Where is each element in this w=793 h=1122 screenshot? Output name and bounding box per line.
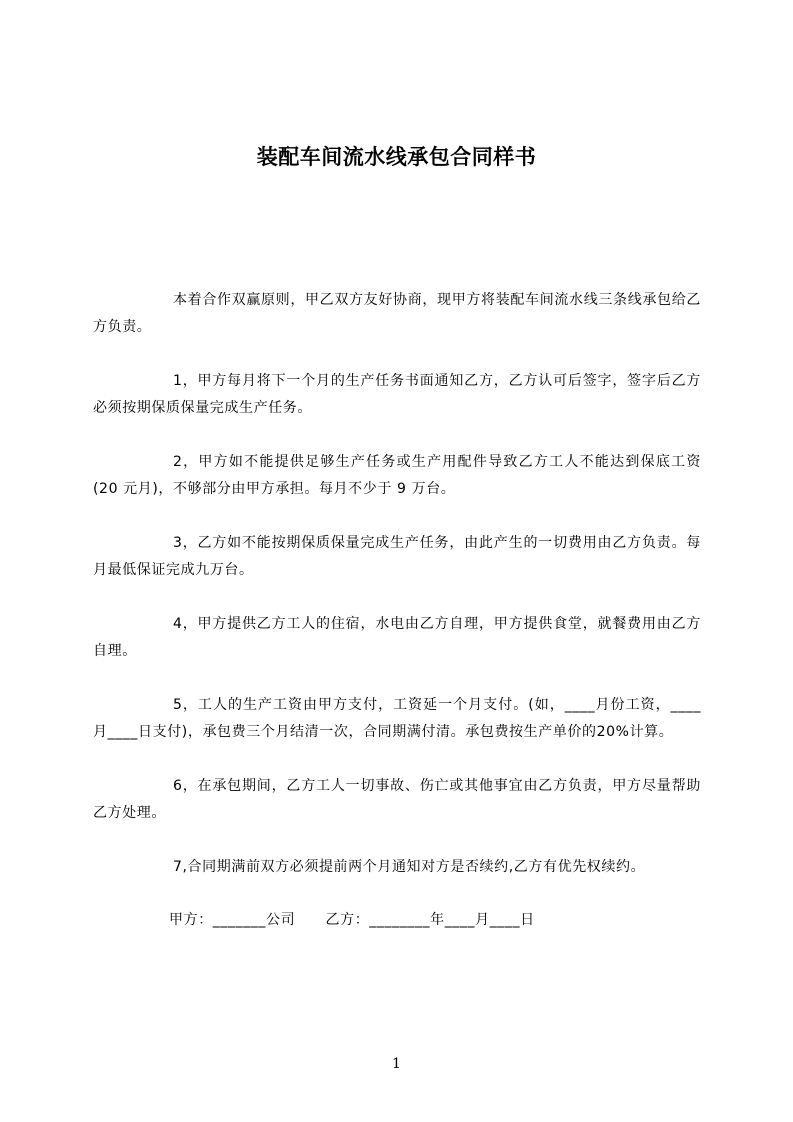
paragraph-clause-4: 4，甲方提供乙方工人的住宿，水电由乙方自理，甲方提供食堂，就餐费用由乙方自理。: [93, 616, 701, 659]
paragraph-clause-7: 7,合同期满前双方必须提前两个月通知对方是否续约,乙方有优先权续约。: [173, 859, 646, 875]
paragraph-clause-1: 1，甲方每月将下一个月的生产任务书面通知乙方，乙方认可后签字，签字后乙方必须按期保质保量完成生产任务。: [93, 373, 701, 416]
contract-body: [93, 287, 701, 934]
signature-line: 甲方：_______公司 乙方：________年____月____日: [169, 912, 535, 928]
paragraph-clause-6: 6，在承包期间，乙方工人一切事故、伤亡或其他事宜由乙方负责，甲方尽量帮助乙方处理。: [93, 778, 701, 821]
paragraph-intro: 本着合作双赢原则，甲乙双方友好协商，现甲方将装配车间流水线三条线承包给乙方负责。: [93, 292, 701, 335]
paragraph-clause-2: 2，甲方如不能提供足够生产任务或生产用配件导致乙方工人不能达到保底工资(20 元月)，不够部分由甲方承担。每月不少于 9 万台。: [93, 454, 701, 497]
paragraph-clause-3: 3，乙方如不能按期保质保量完成生产任务，由此产生的一切费用由乙方负责。每月最低保证完成九万台。: [93, 535, 701, 578]
paragraph-clause-5: 5，工人的生产工资由甲方支付，工资延一个月支付。(如，____月份工资，____月____日支付)，承包费三个月结清一次，合同期满付清。承包费按生产单价的20%计算。: [93, 697, 701, 740]
document-title: 装配车间流水线承包合同样书: [256, 145, 537, 169]
page-number: 1: [392, 1056, 401, 1072]
